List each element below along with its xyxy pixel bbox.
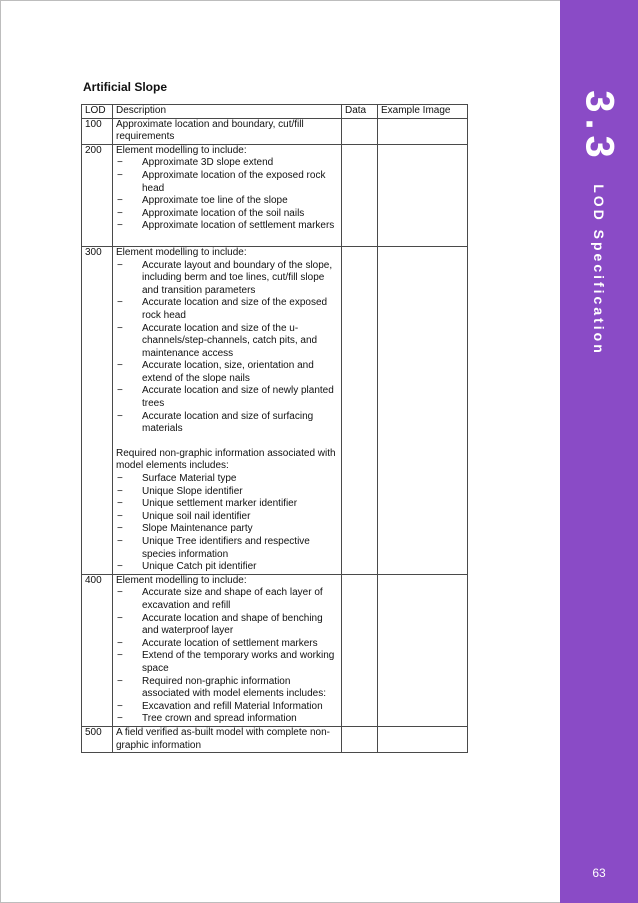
spacer xyxy=(116,436,338,448)
section-title-vertical: LOD Specification xyxy=(591,184,607,356)
bullet-list xyxy=(116,157,338,233)
list-item: − Accurate location and size of newly planted trees xyxy=(116,385,338,410)
header-example-image: Example Image xyxy=(378,105,468,119)
lod-cell: 400 xyxy=(82,574,113,726)
list-item: − Accurate location, size, orientation and extend of the slope nails xyxy=(116,360,338,385)
list-item: − Approximate toe line of the slope xyxy=(116,195,338,208)
table-row xyxy=(82,118,468,144)
description-cell xyxy=(113,246,342,574)
table-row xyxy=(82,574,468,726)
list-item: − Required non-graphic information associated with model elements includes: xyxy=(116,676,338,701)
page-number: 63 xyxy=(592,866,606,880)
list-item: − Accurate location and size of the exposed rock head xyxy=(116,297,338,322)
bullet-list xyxy=(116,587,338,726)
list-item: − Tree crown and spread information xyxy=(116,713,338,726)
description-cell xyxy=(113,144,342,246)
example-image-cell xyxy=(378,118,468,144)
table-row xyxy=(82,144,468,246)
table-row xyxy=(82,726,468,752)
data-cell xyxy=(342,118,378,144)
description-text: Approximate location and boundary, cut/fill requirements xyxy=(116,118,304,143)
list-item: − Unique Tree identifiers and respective species information xyxy=(116,536,338,561)
table-header-row xyxy=(82,105,468,119)
example-image-cell xyxy=(378,144,468,246)
description-cell xyxy=(113,574,342,726)
table-row xyxy=(82,246,468,574)
list-item: − Approximate location of the soil nails xyxy=(116,208,338,221)
data-cell xyxy=(342,144,378,246)
list-item: − Unique Catch pit identifier xyxy=(116,561,338,574)
page-title: Artificial Slope xyxy=(83,80,168,94)
description-text: A field verified as-built model with complete non-graphic information xyxy=(116,726,330,751)
list-item: − Extend of the temporary works and working space xyxy=(116,650,338,675)
lod-cell: 100 xyxy=(82,118,113,144)
lod-spec-table xyxy=(81,104,468,753)
description-intro: Element modelling to include: xyxy=(116,144,247,156)
description-intro-2: Required non-graphic information associated with model elements includes: xyxy=(116,447,336,472)
description-intro: Element modelling to include: xyxy=(116,574,247,586)
list-item: − Excavation and refill Material Information xyxy=(116,701,338,714)
list-item: − Surface Material type xyxy=(116,473,338,486)
list-item: − Slope Maintenance party xyxy=(116,523,338,536)
bullet-list xyxy=(116,260,338,436)
description-intro: Element modelling to include: xyxy=(116,246,247,258)
list-item: − Accurate location and shape of benching and waterproof layer xyxy=(116,613,338,638)
description-cell xyxy=(113,726,342,752)
section-number: 3.3 xyxy=(577,90,622,164)
header-data: Data xyxy=(342,105,378,119)
list-item: − Accurate location of settlement markers xyxy=(116,638,338,651)
list-item: − Approximate location of the exposed rock head xyxy=(116,170,338,195)
data-cell xyxy=(342,246,378,574)
list-item: − Approximate 3D slope extend xyxy=(116,157,338,170)
example-image-cell xyxy=(378,574,468,726)
list-item: − Approximate location of settlement markers xyxy=(116,220,338,233)
lod-cell: 500 xyxy=(82,726,113,752)
lod-cell: 300 xyxy=(82,246,113,574)
header-lod: LOD xyxy=(82,105,113,119)
list-item: − Accurate layout and boundary of the slope, including berm and toe lines, cut/fill slope and transition parameters xyxy=(116,260,338,298)
header-description: Description xyxy=(113,105,342,119)
list-item: − Accurate size and shape of each layer of excavation and refill xyxy=(116,587,338,612)
description-cell xyxy=(113,118,342,144)
list-item: − Unique Slope identifier xyxy=(116,486,338,499)
list-item: − Accurate location and size of the u-channels/step-channels, catch pits, and maintenance access xyxy=(116,323,338,361)
example-image-cell xyxy=(378,726,468,752)
list-item: − Accurate location and size of surfacing materials xyxy=(116,411,338,436)
list-item: − Unique soil nail identifier xyxy=(116,511,338,524)
lod-cell: 200 xyxy=(82,144,113,246)
list-item: − Unique settlement marker identifier xyxy=(116,498,338,511)
data-cell xyxy=(342,726,378,752)
example-image-cell xyxy=(378,246,468,574)
bullet-list-2 xyxy=(116,473,338,574)
data-cell xyxy=(342,574,378,726)
